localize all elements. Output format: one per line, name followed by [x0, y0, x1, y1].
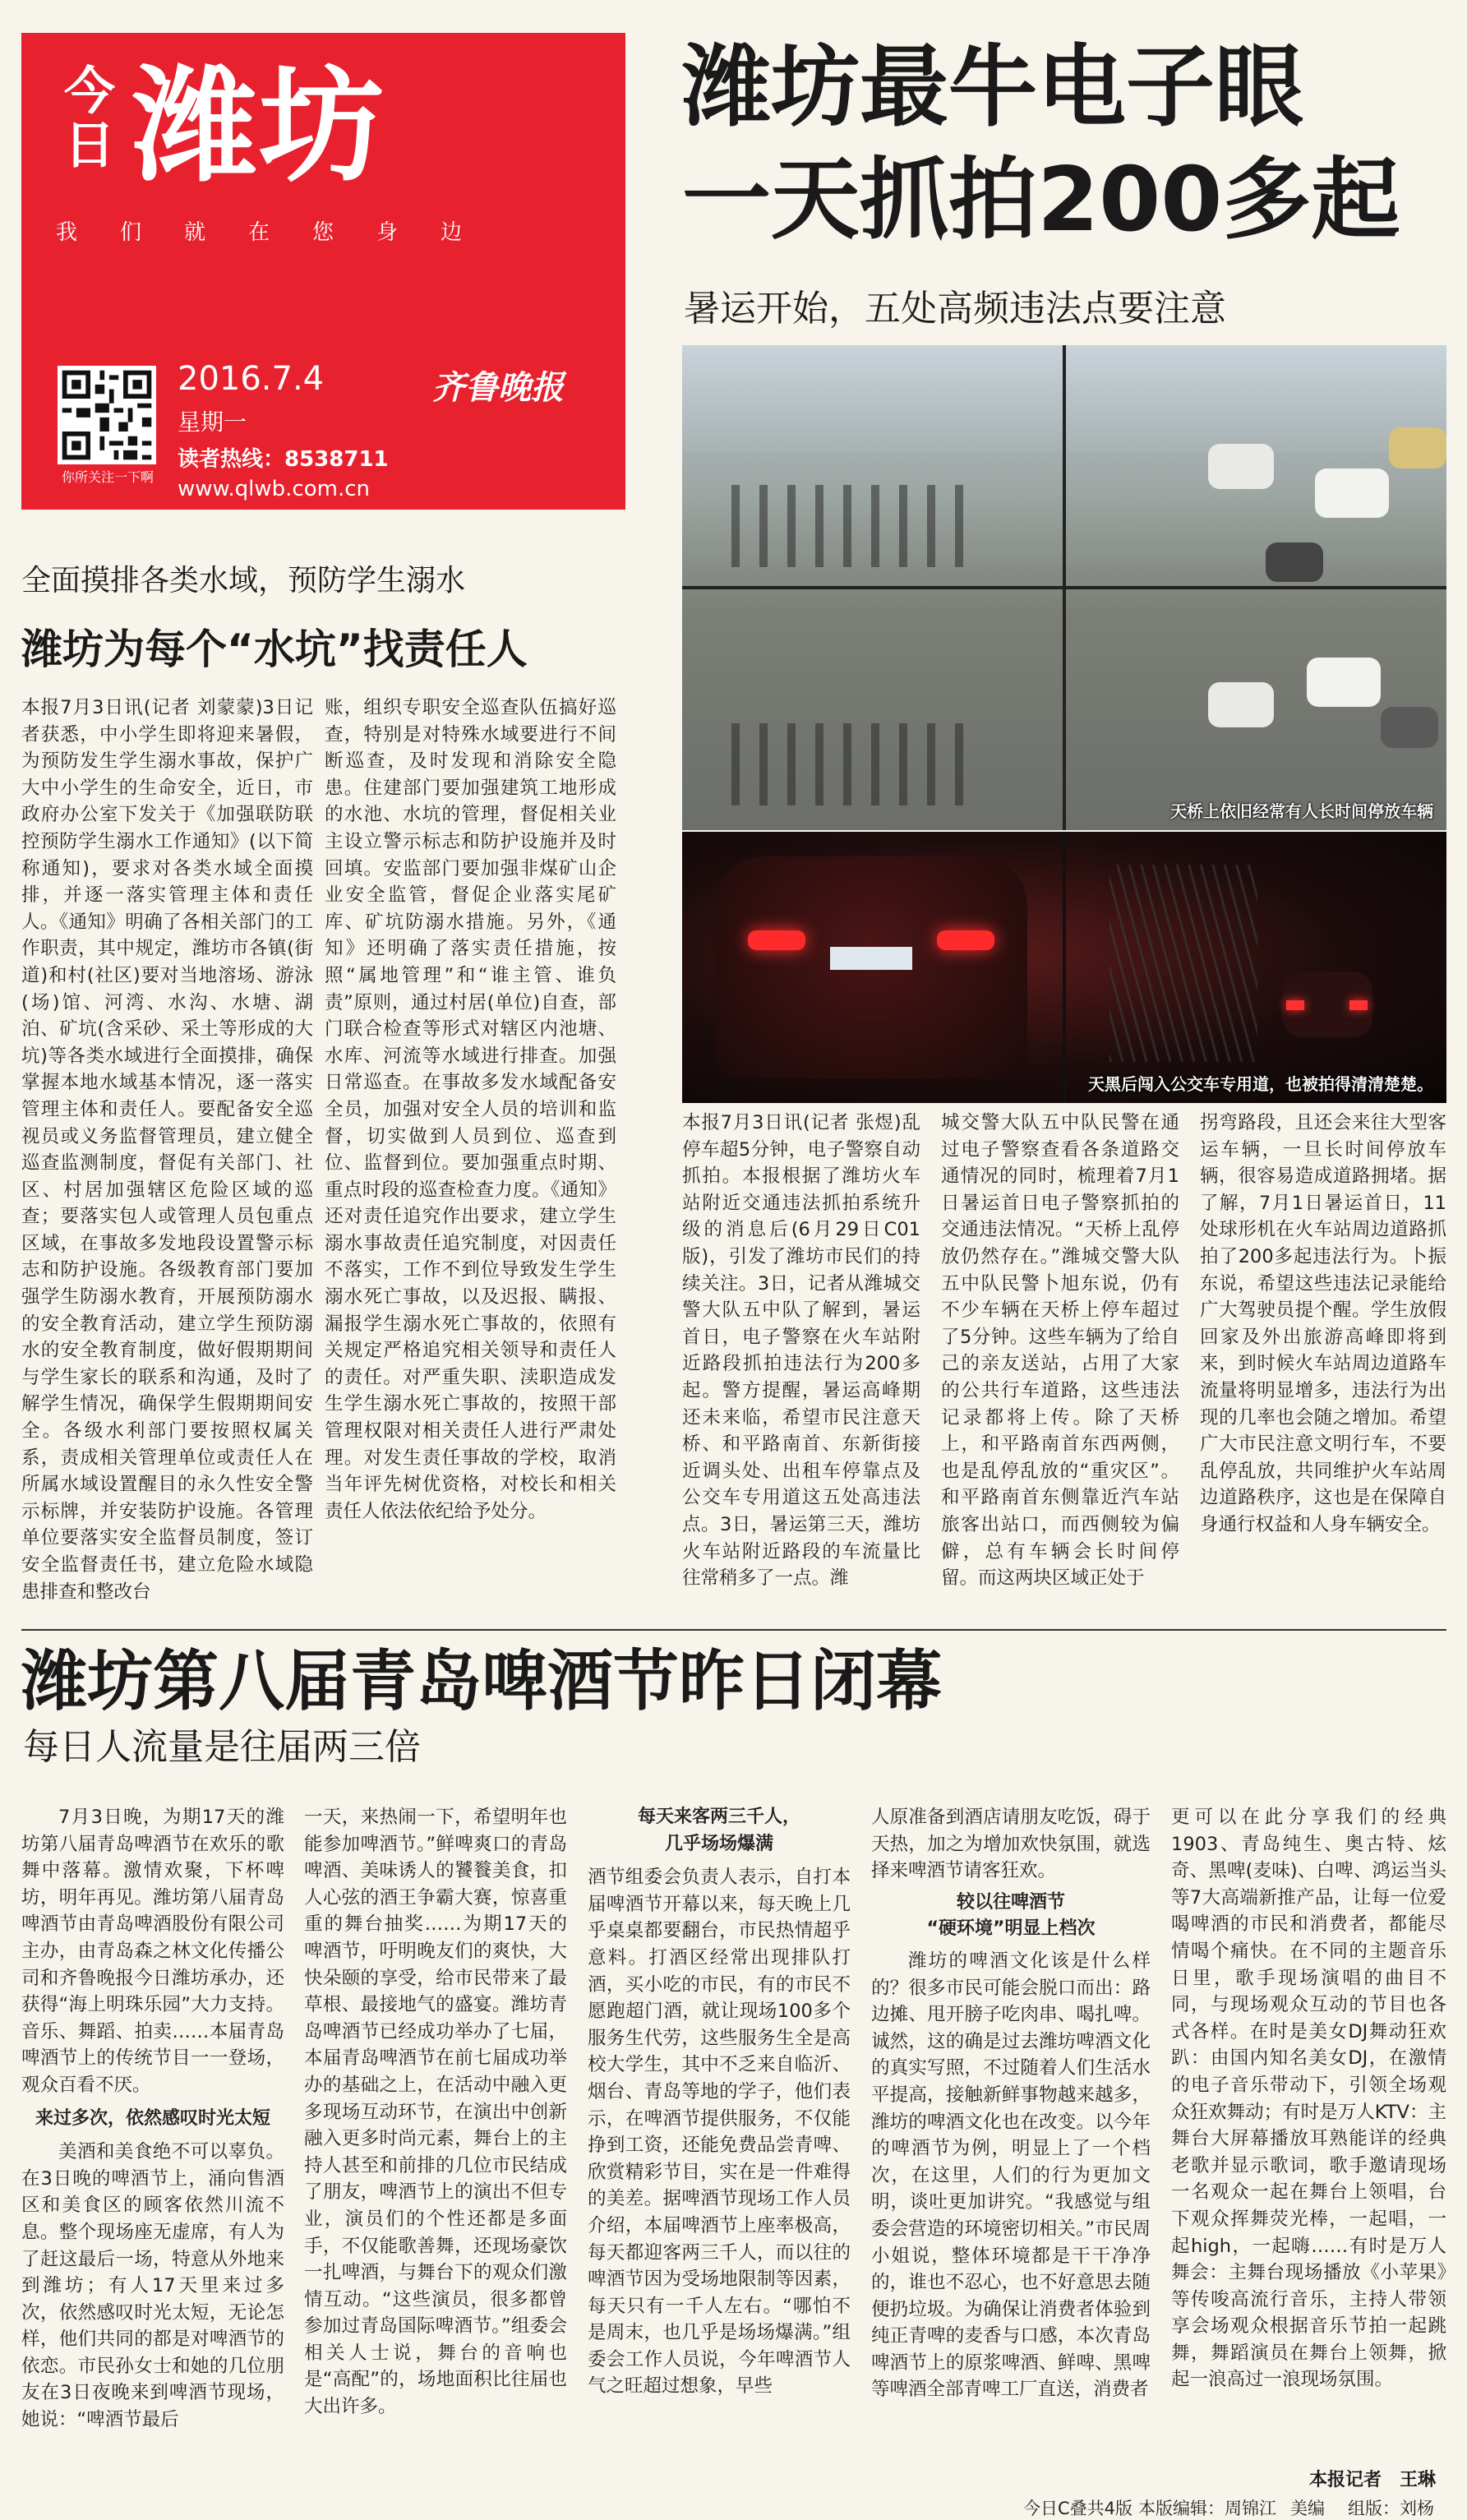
beer-column-4 — [871, 1804, 1151, 2495]
beer-column-1-text-a: 7月3日晚，为期17天的潍坊第八届青岛啤酒节在欢乐的歌舞中落幕。激情欢聚，下杯啤坊，明年再见。潍坊第八届青岛啤酒节由青岛啤酒股份有限公司主办，由青岛森之林文化传播公司和齐鲁晚报今日潍坊承办，还获得“海上明珠乐园”大力支持。音乐、舞蹈、拍卖……本届青岛啤酒节上的传统节目一一登场，观众百看不厌。 — [21, 1807, 284, 2096]
traffic-photo-night — [682, 832, 1446, 1103]
lead-column-3 — [1200, 1110, 1446, 1599]
qr-caption: 你所关注一下啊 — [61, 469, 154, 485]
slogan: 我们就在您身边 — [56, 220, 505, 245]
lead-column-1 — [682, 1110, 920, 1599]
reader-hotline: 读者热线：8538711 — [178, 447, 389, 472]
lead-column-2 — [941, 1110, 1179, 1599]
water-column-1 — [21, 695, 313, 1607]
section-divider — [21, 1629, 1446, 1631]
water-kicker: 全面摸排各类水域，预防学生溺水 — [21, 564, 466, 598]
footer-editor: 本版编辑：周锦江 — [1138, 2499, 1276, 2518]
beer-subhead-3a: 较以往啤酒节 — [956, 1891, 1065, 1913]
masthead — [21, 33, 625, 510]
water-headline: 潍坊为每个“水坑”找责任人 — [21, 625, 528, 673]
beer-column-5 — [1171, 1804, 1446, 2462]
lead-column-1-text: 本报7月3日讯(记者 张煜)乱停车超5分钟，电子警察自动抓拍。本报根据了潍坊火车站附近交通违法抓拍系统升级的消息后(6月29日C01版)，引发了潍坊市民们的持续关注。3日，记者从潍城交警大队五中队了解到，暑运首日，电子警察在火车站附近路段抓拍违法行为200多起。警方提醒，暑运高峰期还未来临，希望市民注意天桥、和平路南首、东新街接近调头处、出租车停靠点及公交车专用道这五处高违法点。3日，暑运第三天，潍坊火车站附近路段的车流量比往常稍多了一点。潍 — [682, 1112, 920, 1590]
footer-art: 美编 — [1290, 2499, 1325, 2518]
beer-column-2 — [304, 1804, 567, 2495]
issue-date: 2016.7.4 — [178, 360, 325, 398]
beer-headline: 潍坊第八届青岛啤酒节昨日闭幕 — [21, 1643, 942, 1719]
lead-headline-line1: 潍坊最牛电子眼 — [682, 36, 1304, 139]
footer-layout: 组版：刘杨 — [1348, 2499, 1434, 2518]
beer-column-4-text-b: 潍坊的啤酒文化该是什么样的？很多市民可能会脱口而出：路边摊、甩开膀子吃肉串、喝扎啤。诚然，这的确是过去潍坊啤酒文化的真实写照，不过随着人们生活水平提高，接触新鲜事物越来越多，潍坊的啤酒文化也在改变。以今年的啤酒节为例，明显上了一个档次，在这里，人们的行为更加文明，谈吐更加讲究。“我感觉与组委会营造的环境密切相关。”市民周小姐说，整体环境都是干干净净的，谁也不忍心，也不好意思去随便扔垃圾。为确保让消费者体验到纯正青啤的麦香与口感，本次青岛啤酒节上的原浆啤酒、鲜啤、黑啤等啤酒全部青啤工厂直送，消费者 — [871, 1950, 1151, 2401]
beer-column-1 — [21, 1804, 284, 2495]
lead-column-2-text: 城交警大队五中队民警在通过电子警察查看各条道路交通情况的同时，梳理着7月1日暑运首日电子警察抓拍的交通违法情况。“天桥上乱停放仍然存在。”潍城交警大队五中队民警卜旭东说，仍有不少车辆在天桥上停车超过了5分钟。这些车辆为了给自己的亲友送站，占用了大家的公共行车道路，这些违法记录都将上传。除了天桥上，和平路南首东西两侧，也是乱停乱放的“重灾区”。和平路南首东侧靠近汽车站旅客出站口，而西侧较为偏僻，总有车辆会长时间停留。而这两块区域正处于 — [941, 1112, 1179, 1590]
beer-subhead-2b: 几乎场场爆满 — [664, 1833, 773, 1854]
newspaper-name-logo: 齐鲁晚报 — [432, 368, 564, 407]
water-column-2 — [325, 695, 616, 1607]
photo1-caption: 天桥上依旧经常有人长时间停放车辆 — [1170, 801, 1433, 821]
beer-byline: 本报记者 王琳 — [1308, 2470, 1436, 2490]
beer-column-2-text: 一天，来热闹一下，希望明年也能参加啤酒节。”鲜啤爽口的青岛啤酒、美味诱人的饕餮美食，扣人心弦的酒王争霸大赛，惊喜重重的舞台抽奖……为期17天的啤酒节，吁明晚友们的爽快，大快朵颐的享受，给市民带来了最草根、最接地气的盛宴。潍坊青岛啤酒节已经成功举办了七届，本届青岛啤酒节在前七届成功举办的基础之上，在活动中融入更多现场互动环节，在演出中创新融入更多时尚元素，舞台上的主持人甚至和前排的几位市民结成了朋友，啤酒节上的演出不但专业，演员们的个性还都是多面手，不仅能歌善舞，还现场豪饮一扎啤酒，与舞台下的观众们激情互动。“这些演员，很多都曾参加过青岛国际啤酒节。”组委会相关人士说，舞台的音响也是“高配”的，场地面积比往届也大出许多。 — [304, 1807, 567, 2418]
beer-subhead-3b: “硬环境”明显上档次 — [926, 1918, 1096, 1940]
photo2-caption: 天黑后闯入公交车专用道，也被拍得清清楚楚。 — [1088, 1074, 1433, 1094]
qr-code-icon — [58, 366, 156, 464]
water-column-1-text: 本报7月3日讯(记者 刘蒙蒙)3日记者获悉，中小学生即将迎来暑假，为预防发生学生溺水事故，保护广大中小学生的生命安全，近日，市政府办公室下发关于《加强联防联控预防学生溺水工作通知》(以下简称通知)，要求对各类水域全面摸排，并逐一落实管理主体和责任人。《通知》明确了各相关部门的工作职责，其中规定，潍坊市各镇(街道)和村(社区)要对当地溶场、游泳(场)馆、河湾、水沟、水塘、湖泊、矿坑(含采砂、采土等形成的大坑)等各类水域进行全面摸排，确保掌握本地水域基本情况，逐一落实管理主体和责任人。要配备安全巡视员或义务监督管理员，建立健全巡查监测制度，督促有关部门、社区、村居加强辖区危险区域的巡查；要落实包人或管理人员包重点区域，在事故多发地段设置警示标志和防护设施。各级教育部门要加强学生防溺水教育，开展预防溺水的安全教育活动，建立学生预防溺水的安全教育制度，做好假期期间与学生家长的联系和沟通，及时了解学生情况，确保学生假期期间安全。各级水利部门要按照权属关系，责成相关管理单位或责任人在所属水域设置醒目的永久性安全警示标牌，并安装防护设施。各管理单位要落实安全监督员制度，签订安全监督责任书，建立危险水域隐患排查和整改台 — [21, 697, 313, 1603]
water-column-2-text: 账，组织专职安全巡查队伍搞好巡查，特别是对特殊水域要进行不间断巡查，及时发现和消除安全隐患。住建部门要加强建筑工地形成的水池、水坑的管理，督促相关业主设立警示标志和防护设施并及时回填。安监部门要加强非煤矿山企业安全监管，督促企业落实尾矿库、矿坑防溺水措施。另外，《通知》还明确了落实责任措施，按照“属地管理”和“谁主管、谁负责”原则，通过村居(单位)自查，部门联合检查等形式对辖区内池塘、水库、河流等水域进行排查。加强日常巡查。在事故多发水域配备安全员，加强对安全人员的培训和监督，切实做到人员到位、巡查到位、监督到位。要加强重点时期、重点时段的巡查检查力度。《通知》还对责任追究作出要求，建立学生溺水事故责任追究制度，对因责任不落实，工作不到位导致发生学生溺水死亡事故，以及迟报、瞒报、漏报学生溺水死亡事故的，依照有关规定严格追究相关领导和责任人的责任。对严重失职、渎职造成发生学生溺水死亡事故的，按照干部管理权限对相关责任人进行严肃处理。对发生责任事故的学校，取消当年评先树优资格，对校长和相关责任人依法依纪给予处分。 — [325, 697, 616, 1522]
logo-small-text: 今日 — [63, 61, 115, 175]
footer-pages: 今日C叠共4版 — [1023, 2499, 1133, 2518]
lead-subhead: 暑运开始，五处高频违法点要注意 — [684, 288, 1226, 330]
beer-column-4-text-a: 人原准备到酒店请朋友吃饭，碍于天热，加之为增加欢快氛围，就选择来啤酒节请客狂欢。 — [871, 1807, 1151, 1882]
lead-column-3-text: 拐弯路段，且还会来往大型客运车辆，一旦长时间停放车辆，很容易造成道路拥堵。据了解，7月1日暑运首日，11处球形机在火车站周边道路抓拍了200多起违法行为。卜振东说，希望这些违法记录能给广大驾驶员提个醒。学生放假回家及外出旅游高峰即将到来，到时候火车站周边道路车流量将明显增多，违法行为出现的几率也会随之增加。希望广大市民注意文明行车，不要乱停乱放，共同维护火车站周边道路秩序，这也是在保障自身通行权益和人身车辆安全。 — [1200, 1112, 1446, 1535]
logo-big-text: 潍坊 — [132, 53, 385, 199]
lead-headline-line2: 一天抓拍200多起 — [682, 149, 1400, 252]
issue-weekday: 星期一 — [178, 408, 247, 436]
beer-column-3-text: 酒节组委会负责人表示，自打本届啤酒节开幕以来，每天晚上几乎桌桌都要翻台，市民热情超乎意料。打酒区经常出现排队打酒，买小吃的市民，有的市民不愿跑超门酒，就让现场100多个服务生代劳，这些服务生全是高校大学生，其中不乏来自临沂、烟台、青岛等地的学子，他们表示，在啤酒节提供服务，不仅能挣到工资，还能免费品尝青啤、欣赏精彩节目，实在是一件难得的美差。据啤酒节现场工作人员介绍，本届啤酒节上座率极高，每天都迎客两三千人，而以往的啤酒节因为受场地限制等因素，每天只有一千人左右。“哪怕不是周末，也几乎是场场爆满。”组委会工作人员说，今年啤酒节人气之旺超过想象，早些 — [588, 1867, 851, 2398]
beer-column-5-text: 更可以在此分享我们的经典1903、青岛纯生、奥古特、炫奇、黑啤(麦味)、白啤、鸿运当头等7大高端新推产品，让每一位爱喝啤酒的市民和消费者，都能尽情喝个痛快。在不同的主题音乐日里，歌手现场演唱的曲目不同，与现场观众互动的节目也各式各样。在时是美女DJ舞动狂欢趴：由国内知名美女DJ，在激情的电子音乐带动下，引领全场观众狂欢舞动；有时是万人KTV：主舞台大屏幕播放耳熟能详的经典老歌并显示歌词，歌手邀请现场一名观众一起在舞台上领唱，台下观众挥舞荧光棒，一起唱，一起high，一起嗨……有时是万人舞会：主舞台现场播放《小苹果》等传唆高流行音乐，主持人带领享会场观众根据音乐节拍一起跳舞，舞蹈演员在舞台上领舞，掀起一浪高过一浪现场氛围。 — [1171, 1807, 1446, 2391]
website: www.qlwb.com.cn — [178, 477, 370, 501]
beer-subhead-1: 来过多次，依然感叹时光太短 — [35, 2107, 270, 2129]
beer-column-3 — [588, 1804, 851, 2495]
beer-column-1-text-b: 美酒和美食绝不可以辜负。在3日晚的啤酒节上，涌向售酒区和美食区的顾客依然川流不息。整个现场座无虚席，有人为了赶这最后一场，特意从外地来到潍坊；有人17天里来过多次，依然感叹时光太短，无论怎样，他们共同的都是对啤酒节的依恋。市民孙女士和她的几位朋友在3日夜晚来到啤酒节现场，她说：“啤酒节最后 — [21, 2141, 284, 2431]
beer-subhead: 每日人流量是往届两三倍 — [23, 1726, 421, 1768]
traffic-photo-daytime — [682, 345, 1446, 830]
beer-subhead-2a: 每天来客两三千人， — [637, 1807, 800, 1827]
